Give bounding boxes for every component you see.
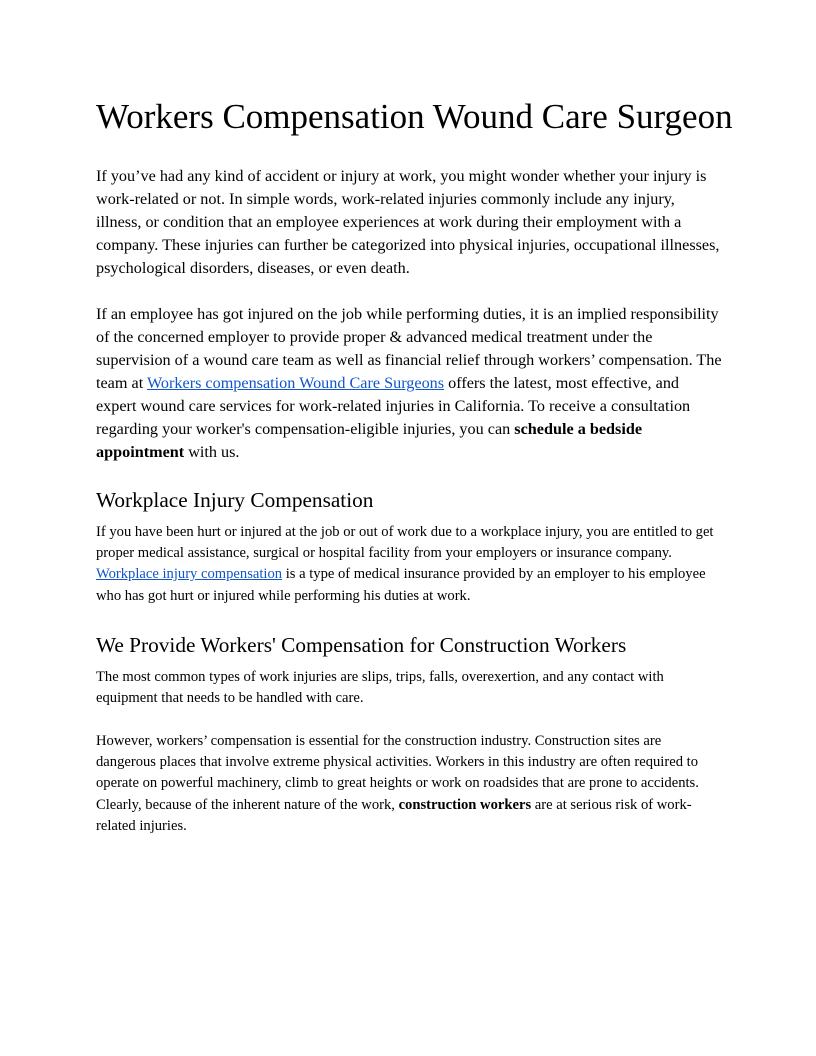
section-construction-workers xyxy=(96,631,722,659)
construction-paragraph-2 xyxy=(96,731,722,837)
construction-paragraph-2-block xyxy=(96,731,722,837)
workplace-injury-compensation-link[interactable]: Workplace injury compensation xyxy=(96,566,283,583)
intro-paragraph-1-block xyxy=(96,165,722,280)
intro-paragraph-2-end: with us. xyxy=(184,443,240,461)
intro-paragraph-2 xyxy=(96,303,722,464)
section-workplace-injury xyxy=(96,486,722,514)
wound-care-surgeons-link[interactable]: Workers compensation Wound Care Surgeons xyxy=(146,374,445,392)
intro-paragraph-1: If you’ve had any kind of accident or injury at work, you might wonder whether your injury is work-related or not. In simple words, work-related injuries commonly include any injury, illness, or condition that an employee experiences at work during their employment with a company. These injuries can further be categorized into physical injuries, occupational illnesses, psychological disorders, diseases, or even death. xyxy=(96,167,720,277)
page-title: Workers Compensation Wound Care Surgeon xyxy=(96,97,733,136)
intro-paragraph-2-block xyxy=(96,303,722,464)
section-heading-workplace-injury: Workplace Injury Compensation xyxy=(96,488,374,512)
intro-paragraph-2-text-continued: offers the latest, most effective, and expert wound care services for work-related injuries in California. To receive a consultation regarding your worker's compensation-eligible injuries, you can xyxy=(96,374,691,438)
section-heading-construction-workers: We Provide Workers' Compensation for Construction Workers xyxy=(96,633,627,657)
construction-paragraph-1-block xyxy=(96,667,722,709)
construction-paragraph-2-end: are at serious risk of work-related injuries. xyxy=(96,796,692,834)
workplace-injury-text-continued: is a type of medical insurance provided by an employer to his employee who has got hurt or injured while performing his duties at work. xyxy=(96,566,706,604)
intro-paragraph-2-text: If an employee has got injured on the job while performing duties, it is an implied responsibility of the concerned employer to provide proper & advanced medical treatment under the supervision of a wound care team as well as financial relief through workers’ compensation. The team at xyxy=(96,305,722,392)
section-workplace-injury-body xyxy=(96,522,722,607)
construction-paragraph-1: The most common types of work injuries are slips, trips, falls, overexertion, and any contact with equipment that needs to be handled with care. xyxy=(96,669,664,707)
construction-paragraph-2-text: However, workers’ compensation is essential for the construction industry. Construction sites are dangerous places that involve extreme physical activities. Workers in this industry are often required to operate on powerful machinery, climb to great heights or work on roadsides that are prone to accidents. Clearly, because of the inherent nature of the work, xyxy=(96,733,699,813)
workplace-injury-paragraph xyxy=(96,522,722,607)
schedule-appointment-bold: schedule a bedside appointment xyxy=(96,420,643,461)
construction-workers-bold: construction workers xyxy=(398,796,532,813)
workplace-injury-text: If you have been hurt or injured at the job or out of work due to a workplace injury, you are entitled to get proper medical assistance, surgical or hospital facility from your employers or insurance company. xyxy=(96,524,714,562)
